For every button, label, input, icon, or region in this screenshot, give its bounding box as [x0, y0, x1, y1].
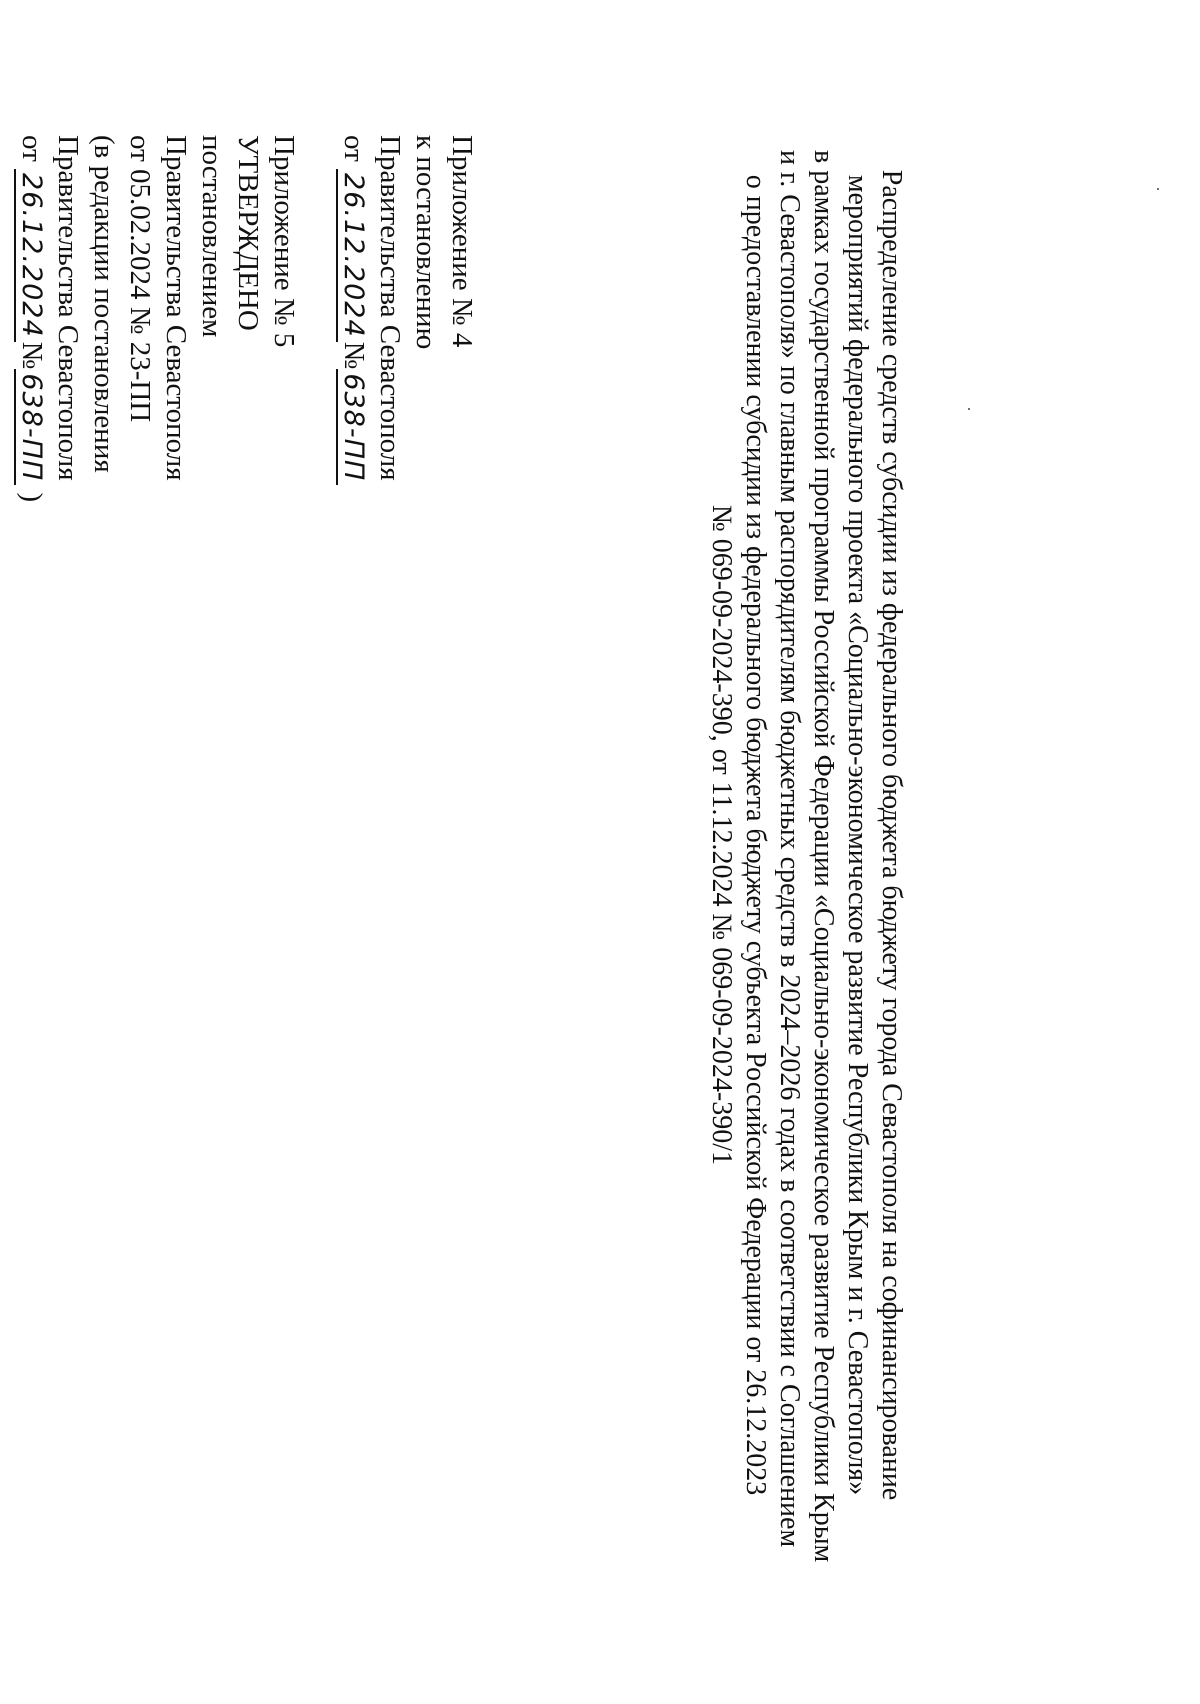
- title-line-2: мероприятий федерального проекта «Социально-экономическое развитие Республики Крым и г. Севастополя»: [842, 174, 873, 1496]
- appendix5-line2: УТВЕРЖДЕНО: [232, 135, 264, 331]
- appendix5-closing-paren: ): [16, 492, 48, 503]
- document-title: [704, 150, 908, 1563]
- appendix4-handwritten-number: 638-ПП: [336, 369, 368, 485]
- title-line-4: и г. Севастополя» по главным распорядителям бюджетных средств в 2024–2026 годах в соответствии с Соглашением: [774, 150, 805, 1548]
- appendix4-from-label: от: [338, 135, 370, 162]
- appendix4-number-sign: №: [338, 341, 370, 370]
- appendix5-handwritten-date: 26.12.2024: [14, 169, 46, 342]
- title-line-3: в рамках государственной программы Российской Федерации «Социально-экономическое развитие Республики Крым: [808, 150, 839, 1563]
- appendix4-line1: Приложение № 4: [446, 135, 478, 348]
- appendix4-line2: к постановлению: [410, 135, 442, 350]
- appendix5-handwritten-number: 638-ПП: [14, 369, 46, 485]
- appendix-header: [14, 135, 480, 502]
- scan-speck: [968, 408, 970, 410]
- title-line-5: о предоставлении субсидии из федерального бюджета бюджету субъекта Российской Федерации от 26.12.2023: [740, 174, 771, 1496]
- appendix5-line4: Правительства Севастополя: [160, 135, 192, 481]
- appendix4-handwritten-date: 26.12.2024: [336, 169, 368, 342]
- appendix4-line4: [336, 135, 372, 502]
- appendix5-line1: Приложение № 5: [268, 135, 300, 348]
- appendix5-line5: от 05.02.2024 № 23-ПП: [124, 135, 156, 423]
- appendix5-line8: [14, 135, 50, 502]
- appendix5-from-label: от: [16, 135, 48, 162]
- appendix5-line7: Правительства Севастополя: [52, 135, 84, 481]
- appendix-spacer: [302, 135, 336, 502]
- title-line-6: № 069-09-2024-390, от 11.12.2024 № 069-09-2024-390/1: [706, 505, 737, 1165]
- appendix5-line3: постановлением: [196, 135, 228, 338]
- scan-speck: [1157, 188, 1159, 190]
- appendix5-number-sign: №: [16, 341, 48, 370]
- appendix5-line6: (в редакции постановления: [88, 135, 120, 473]
- appendix4-line3: Правительства Севастополя: [374, 135, 406, 481]
- title-line-1: Распределение средств субсидии из федерального бюджета бюджету города Севастополя на софинансирование: [876, 169, 907, 1501]
